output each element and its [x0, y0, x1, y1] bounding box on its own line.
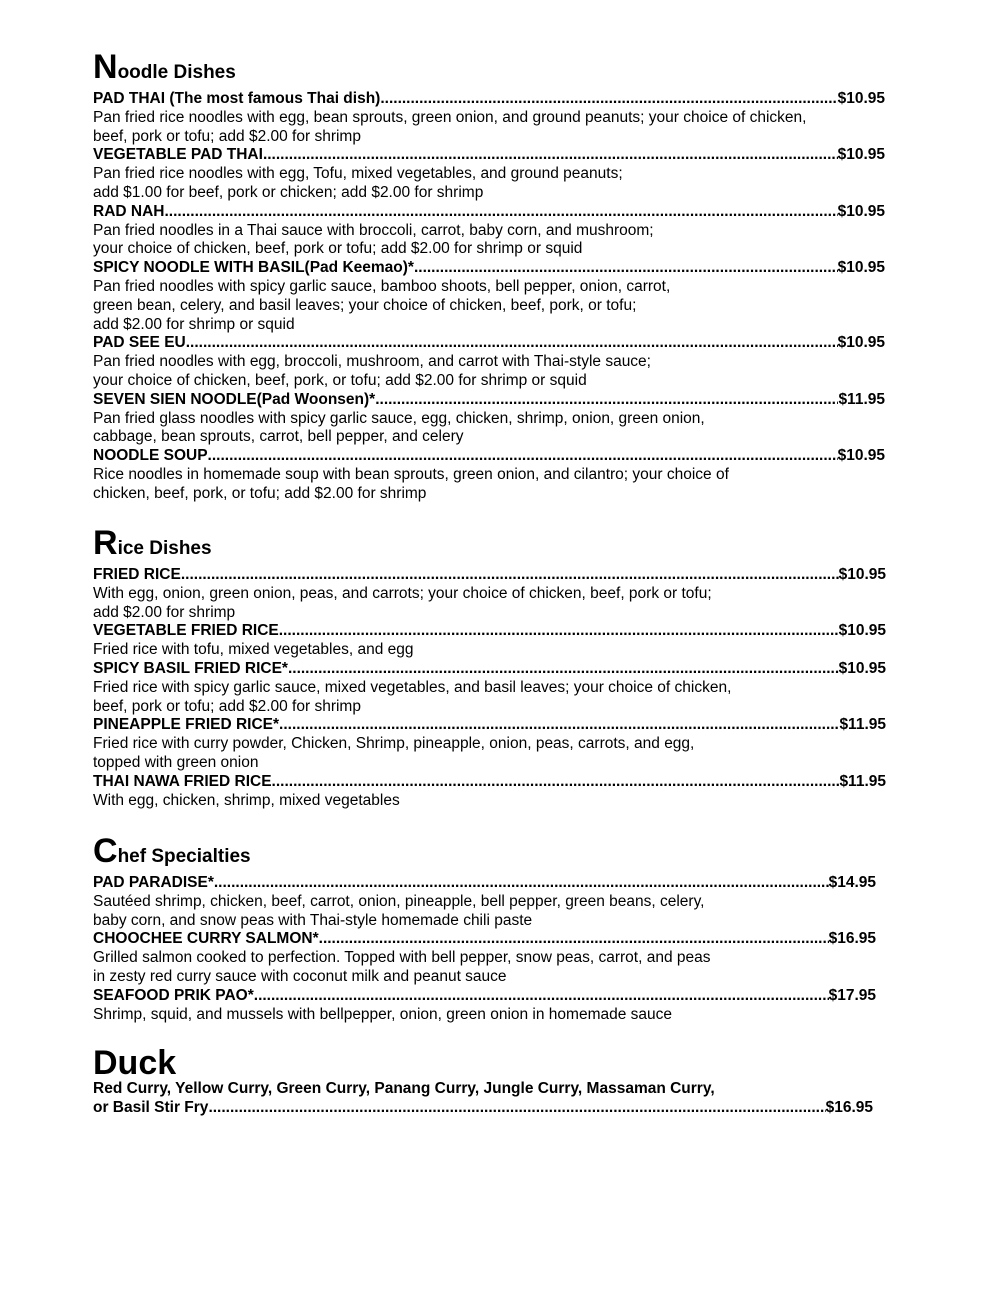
dot-leader: [263, 146, 838, 165]
menu-item-price: $10.95: [838, 566, 886, 583]
menu-item-name: NOODLE SOUP: [93, 447, 208, 465]
menu-item-price: $17.95: [828, 986, 876, 1004]
menu-item-name: PINEAPPLE FRIED RICE*: [93, 716, 280, 734]
menu-item-description: [93, 735, 886, 773]
description-line: add $2.00 for shrimp: [93, 603, 236, 621]
menu-item-name: RAD NAH: [93, 202, 165, 220]
menu-item-price: $10.95: [837, 334, 885, 352]
dot-leader: [272, 773, 840, 792]
menu-item: [93, 622, 886, 660]
menu-item: [93, 203, 885, 259]
description-line: your choice of chicken, beef, pork, or tofu; add $2.00 for shrimp or squid: [93, 371, 587, 389]
menu-item-price: $10.95: [837, 447, 885, 465]
dot-leader: [375, 391, 838, 410]
description-line: Pan fried noodles in a Thai sauce with broccoli, carrot, baby corn, and mushroom;: [93, 221, 654, 239]
menu-item-header: [93, 146, 885, 165]
menu-item-list: [93, 874, 876, 1024]
description-line: Pan fried rice noodles with egg, bean sprouts, green onion, and ground peanuts; your choice of chicken,: [93, 108, 807, 126]
menu-item-header: [93, 930, 876, 949]
menu-item: [93, 334, 885, 390]
menu-item: [93, 146, 885, 202]
menu-item-name: SPICY BASIL FRIED RICE*: [93, 659, 288, 677]
menu-item-name: SEAFOOD PRIK PAO*: [93, 986, 254, 1004]
menu-item-description: [93, 353, 885, 391]
description-line: chicken, beef, pork, or tofu; add $2.00 for shrimp: [93, 484, 427, 502]
section-title-rest: ice Dishes: [117, 538, 212, 559]
menu-item-name: SEVEN SIEN NOODLE(Pad Woonsen)*: [93, 390, 376, 408]
menu-item-name: VEGETABLE FRIED RICE: [93, 622, 279, 640]
menu-item-name: THAI NAWA FRIED RICE: [93, 772, 272, 790]
description-line: With egg, chicken, shrimp, mixed vegetables: [93, 791, 400, 809]
menu-item-description: [93, 278, 885, 334]
menu-item-header: [93, 391, 885, 410]
description-line: cabbage, bean sprouts, carrot, bell pepper, and celery: [93, 428, 464, 446]
menu-item: [93, 987, 876, 1025]
duck-price-line: [93, 1099, 873, 1118]
menu-item-price: $11.95: [839, 716, 886, 734]
description-line: Fried rice with tofu, mixed vegetables, and egg: [93, 641, 414, 659]
menu-item-name: PAD SEE EU: [93, 334, 186, 352]
section-title-rest: hef Specialties: [117, 846, 251, 867]
menu-item-header: [93, 90, 885, 109]
menu-item-name: SPICY NOODLE WITH BASIL(Pad Keemao)*: [93, 259, 414, 277]
menu-item-name: PAD THAI (The most famous Thai dish): [93, 90, 381, 107]
rice-dishes-section: [93, 526, 886, 810]
menu-item-price: $10.95: [837, 202, 885, 220]
menu-item-description: [93, 165, 885, 203]
menu-item: [93, 660, 886, 716]
section-title: Duck: [93, 1044, 177, 1082]
description-line: add $2.00 for shrimp or squid: [93, 315, 295, 333]
section-title: [93, 526, 886, 566]
menu-item-header: [93, 259, 885, 278]
section-title-initial: N: [93, 48, 118, 86]
menu-item-list: [93, 566, 886, 810]
menu-item-price: $10.95: [838, 622, 886, 640]
dot-leader: [214, 874, 829, 893]
duck-options-line: Red Curry, Yellow Curry, Green Curry, Panang Curry, Jungle Curry, Massaman Curry,: [93, 1080, 715, 1097]
menu-item-description: [93, 410, 885, 448]
dot-leader: [181, 566, 839, 585]
description-line: Pan fried noodles with spicy garlic sauce, bamboo shoots, bell pepper, onion, carrot,: [93, 277, 671, 295]
menu-item: [93, 930, 876, 986]
section-title-rest: oodle Dishes: [117, 62, 236, 83]
menu-item: [93, 874, 876, 930]
menu-item: [93, 566, 886, 622]
description-line: beef, pork or tofu; add $2.00 for shrimp: [93, 127, 361, 145]
menu-item-name: PAD PARADISE*: [93, 874, 214, 891]
menu-item-price: $14.95: [828, 874, 876, 891]
description-line: With egg, onion, green onion, peas, and carrots; your choice of chicken, beef, pork or tofu;: [93, 584, 712, 602]
menu-item-header: [93, 622, 886, 641]
menu-item: [93, 716, 886, 772]
menu-item-price: $10.95: [838, 659, 886, 677]
description-line: beef, pork or tofu; add $2.00 for shrimp: [93, 697, 361, 715]
menu-item-header: [93, 660, 886, 679]
dot-leader: [186, 334, 838, 353]
dot-leader: [288, 660, 839, 679]
section-title-initial: C: [93, 832, 118, 870]
section-title: [93, 50, 885, 90]
dot-leader: [414, 259, 838, 278]
menu-item-description: [93, 679, 886, 717]
menu-item-description: [93, 1006, 876, 1025]
description-line: Sautéed shrimp, chicken, beef, carrot, onion, pineapple, bell pepper, green beans, celery,: [93, 892, 705, 910]
dot-leader: [164, 203, 837, 222]
menu-item-description: [93, 109, 885, 147]
noodle-dishes-section: [93, 50, 885, 504]
duck-section: [93, 1046, 873, 1118]
dot-leader: [208, 447, 838, 466]
menu-item: [93, 391, 885, 447]
menu-item-name: VEGETABLE PAD THAI: [93, 146, 263, 164]
menu-item: [93, 259, 885, 334]
menu-item: [93, 90, 885, 146]
description-line: Shrimp, squid, and mussels with bellpepper, onion, green onion in homemade sauce: [93, 1005, 673, 1023]
description-line: Pan fried noodles with egg, broccoli, mushroom, and carrot with Thai-style sauce;: [93, 353, 651, 371]
menu-item-name: FRIED RICE: [93, 566, 181, 583]
dot-leader: [208, 1099, 825, 1118]
chef-specialties-section: [93, 834, 876, 1024]
menu-item-price: $10.95: [837, 259, 885, 277]
description-line: add $1.00 for beef, pork or chicken; add $2.00 for shrimp: [93, 183, 484, 201]
menu-item-description: [93, 641, 886, 660]
description-line: your choice of chicken, beef, pork or tofu; add $2.00 for shrimp or squid: [93, 240, 583, 258]
menu-item-description: [93, 893, 876, 931]
menu-item-price: $10.95: [837, 90, 885, 107]
description-line: Fried rice with spicy garlic sauce, mixed vegetables, and basil leaves; your choice of chicken,: [93, 678, 732, 696]
description-line: Rice noodles in homemade soup with bean sprouts, green onion, and cilantro; your choice of: [93, 465, 729, 483]
menu-item-price: $16.95: [825, 1098, 873, 1116]
menu-item-name: CHOOCHEE CURRY SALMON*: [93, 930, 319, 948]
menu-item-description: [93, 466, 885, 504]
dot-leader: [254, 987, 829, 1006]
section-title: [93, 834, 876, 874]
description-line: green bean, celery, and basil leaves; your choice of chicken, beef, pork, or tofu;: [93, 296, 637, 314]
menu-item-header: [93, 334, 885, 353]
menu-item-header: [93, 987, 876, 1006]
description-line: Fried rice with curry powder, Chicken, Shrimp, pineapple, onion, peas, carrots, and egg,: [93, 735, 695, 753]
menu-item-description: [93, 792, 886, 811]
menu-item-description: [93, 222, 885, 260]
menu-item-price: $11.95: [838, 390, 885, 408]
description-line: baby corn, and snow peas with Thai-style homemade chili paste: [93, 911, 533, 929]
dot-leader: [279, 716, 839, 735]
menu-item-header: [93, 447, 885, 466]
dot-leader: [380, 90, 837, 109]
section-title-initial: R: [93, 524, 118, 562]
dot-leader: [279, 622, 839, 641]
menu-item-header: [93, 773, 886, 792]
menu-item-header: [93, 716, 886, 735]
menu-item-price: $11.95: [839, 772, 886, 790]
menu-item-description: [93, 585, 886, 623]
menu-item-name: or Basil Stir Fry: [93, 1098, 209, 1116]
dot-leader: [319, 930, 829, 949]
menu-item-header: [93, 203, 885, 222]
description-line: topped with green onion: [93, 753, 259, 771]
menu-item-header: [93, 566, 886, 585]
menu-item-header: [93, 874, 876, 893]
menu-item-price: $16.95: [828, 930, 876, 948]
menu-item: [93, 447, 885, 503]
description-line: Pan fried rice noodles with egg, Tofu, mixed vegetables, and ground peanuts;: [93, 165, 623, 183]
menu-item-description: [93, 949, 876, 987]
menu-item-price: $10.95: [837, 146, 885, 164]
menu-item: [93, 773, 886, 811]
description-line: Pan fried glass noodles with spicy garlic sauce, egg, chicken, shrimp, onion, green onion,: [93, 409, 705, 427]
description-line: Grilled salmon cooked to perfection. Topped with bell pepper, snow peas, carrot, and peas: [93, 949, 711, 967]
menu-item-list: [93, 90, 885, 504]
description-line: in zesty red curry sauce with coconut milk and peanut sauce: [93, 967, 507, 985]
